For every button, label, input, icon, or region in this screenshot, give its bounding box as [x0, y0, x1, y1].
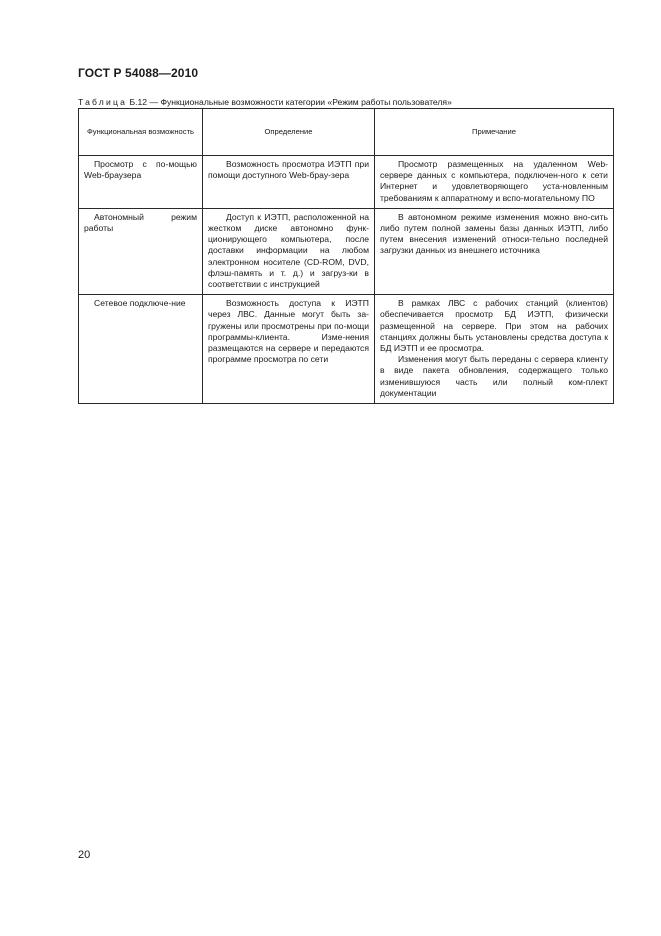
column-header-definition: Определение [203, 109, 375, 156]
note-paragraph: В рамках ЛВС с рабочих станций (клиентов) обеспечивается просмотр БД ИЭТП, физически размещенной на сервере. При этом на рабочих станциях должны быть установлены средства доступа к БД ИЭТП и ее просмотра. [380, 298, 608, 354]
table-caption-prefix: Таблица [78, 97, 128, 107]
note-cell [375, 295, 614, 404]
table-row [79, 295, 614, 404]
column-header-feature: Функциональная возможность [79, 109, 203, 156]
note-paragraph: В автономном режиме изменения можно вно-сить либо путем полной замены базы данных ИЭТП, либо путем внесения изменений относи-тельно последней загрузки данных из внешнего источника [380, 211, 608, 256]
definition-cell: Доступ к ИЭТП, расположенной на жестком диске автономно функ-ционирующего компьютера, после доставки информации на любом электронном носителе (CD-ROM, DVD, флэш-память и т. д.) и загруз-ки в соответствии с инструкцией [203, 208, 375, 294]
feature-cell: Просмотр с по-мощью Web-браузера [79, 156, 203, 209]
definition-cell: Возможность просмотра ИЭТП при помощи доступного Web-брау-зера [203, 156, 375, 209]
note-paragraph: Изменения могут быть переданы с сервера клиенту в виде пакета обновления, содержащего только изменившуюся часть или полный ком-плект документации [380, 354, 608, 398]
table-caption-text: Б.12 — Функциональные возможности категории «Режим работы пользователя» [129, 97, 452, 107]
feature-cell: Сетевое подключе-ние [79, 295, 203, 404]
definition-cell: Возможность доступа к ИЭТП через ЛВС. Данные могут быть за-гружены или просмотрены при по-мощи программы-клиента. Изме-нения размещаются на сервере и передаются программе просмотра по сети [203, 295, 375, 404]
table-caption [78, 97, 452, 107]
feature-cell: Автономный режим работы [79, 208, 203, 294]
column-header-note: Примечание [375, 109, 614, 156]
functional-capabilities-table [78, 108, 614, 404]
table-row [79, 208, 614, 294]
document-header: ГОСТ Р 54088—2010 [78, 66, 199, 80]
table-header-row [79, 109, 614, 156]
table-row [79, 156, 614, 209]
note-paragraph: Просмотр размещенных на удаленном Web-сервере данных с компьютера, подключен-ного к сети Интернет и удовлетворяющего уста-новленным требованиям к аппаратному и вспо-могательному ПО [380, 159, 608, 203]
note-cell [375, 208, 614, 294]
note-cell [375, 156, 614, 209]
page-number: 20 [78, 849, 91, 861]
